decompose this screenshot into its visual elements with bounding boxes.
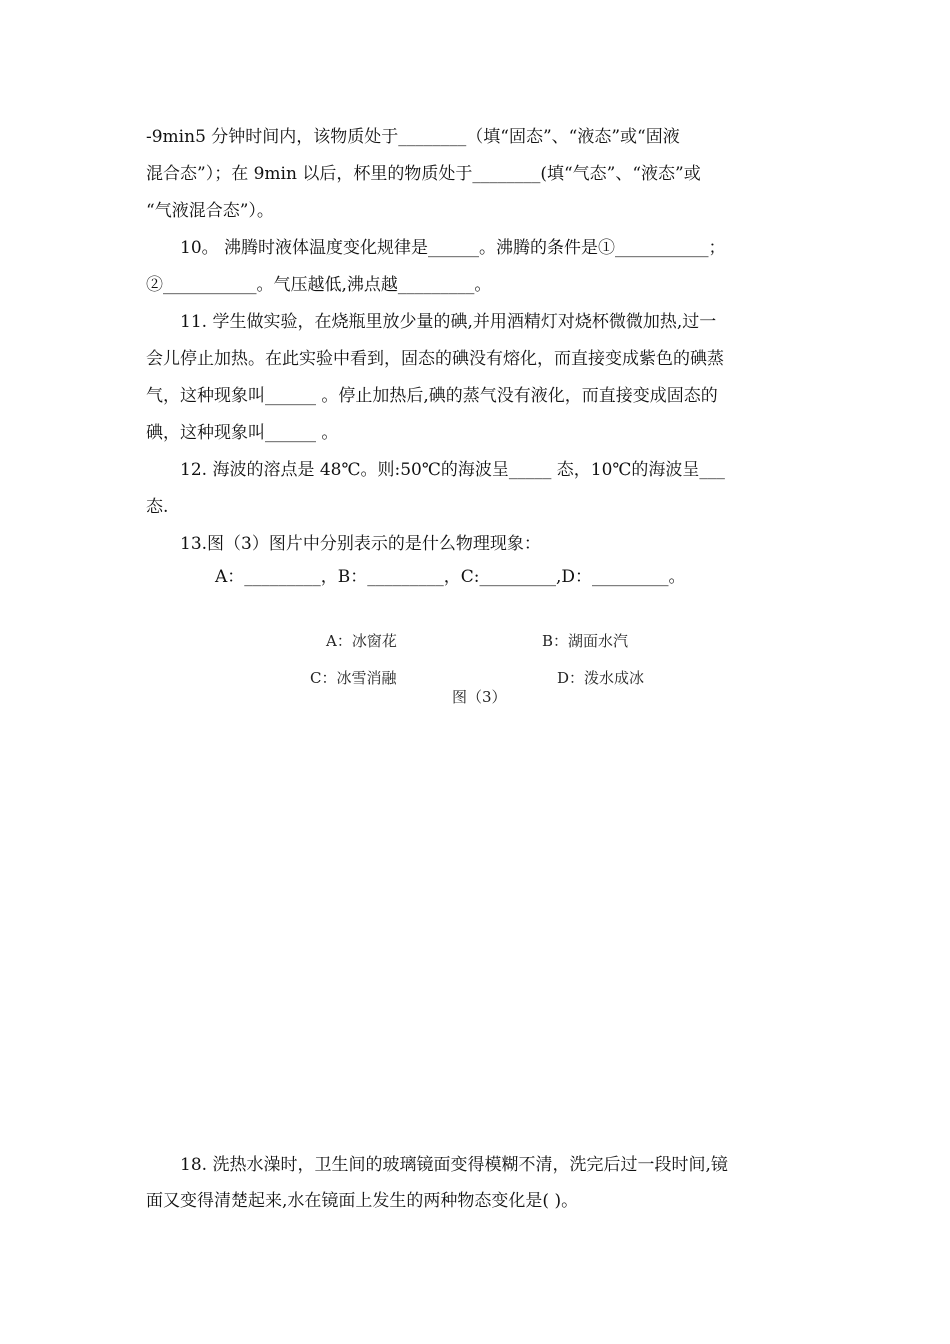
question-10-line-2: ②___________。气压越低,沸点越_________。 [146,275,492,295]
question-18-line-2: 面又变得清楚起来,水在镜面上发生的两种物态变化是( )。 [146,1191,579,1211]
question-12-line-1: 12. 海波的溶点是 48℃。则:50℃的海波呈_____ 态，10℃的海波呈___ [180,460,725,480]
question-11-line-2: 会儿停止加热。在此实验中看到，固态的碘没有熔化，而直接变成紫色的碘蒸 [146,349,724,369]
figure-label-a: A：冰窗花 [326,632,397,650]
question-12-line-2: 态. [146,497,169,517]
question-18-line-1: 18. 洗热水澡时，卫生间的玻璃镜面变得模糊不清，洗完后过一段时间,镜 [180,1155,728,1175]
question-9-line-3: “气液混合态”）。 [146,201,274,221]
figure-label-d: D：泼水成冰 [557,669,645,687]
question-9-line-1: -9min5 分钟时间内，该物质处于________（填“固态”、“液态”或“固液 [146,127,680,147]
question-11-line-1: 11. 学生做实验，在烧瓶里放少量的碘,并用酒精灯对烧杯微微加热,过一 [180,312,717,332]
figure-caption: 图（3） [452,688,507,706]
question-11-line-3: 气，这种现象叫______ 。停止加热后,碘的蒸气没有液化，而直接变成固态的 [146,386,718,406]
question-13-line-1: 13.图（3）图片中分别表示的是什么物理现象： [180,534,541,554]
question-10-line-1: 10。 沸腾时液体温度变化规律是______。沸腾的条件是①___________； [180,238,726,258]
question-13-answer-line: A：_________，B：_________，C:_________,D：_________。 [215,567,686,587]
figure-label-b: B：湖面水汽 [542,632,629,650]
question-9-line-2: 混合态”）；在 9min 以后，杯里的物质处于________(填“气态”、“液态”或 [146,164,701,184]
question-11-line-4: 碘，这种现象叫______ 。 [146,423,339,443]
figure-label-c: C：冰雪消融 [310,669,397,687]
